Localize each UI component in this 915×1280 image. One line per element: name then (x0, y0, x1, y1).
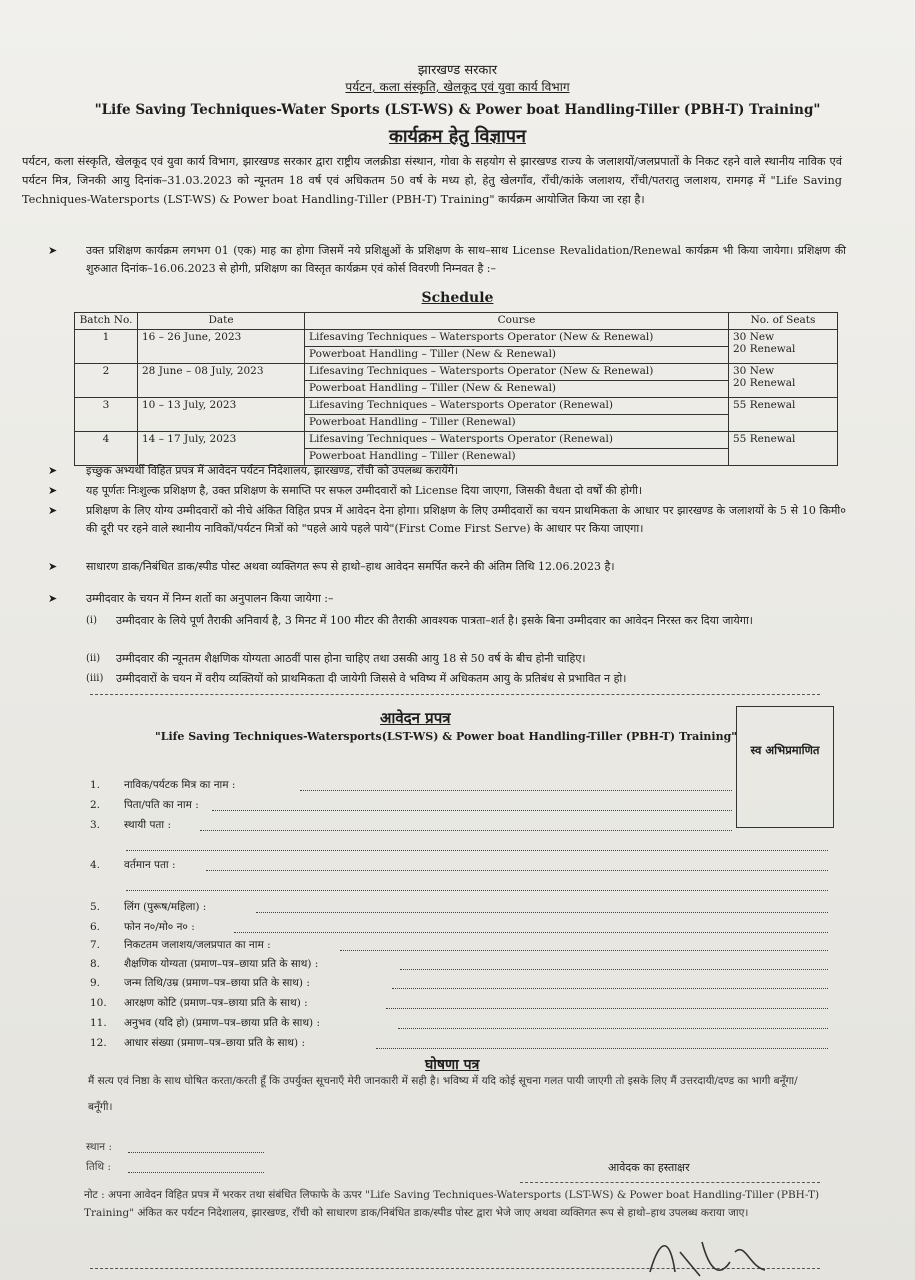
divider (90, 694, 820, 695)
batch-cell: 2 (75, 364, 138, 398)
bullet-last-date: ➤ साधारण डाक/निबंधित डाक/स्पीड पोस्ट अथवा व्यक्तिगत रूप से हाथो–हाथ आवेदन समर्पित करने की अंतिम तिथि 12.06.2023 है। (48, 558, 846, 576)
course-cell: Lifesaving Techniques – Watersports Operator (Renewal) (305, 432, 729, 449)
declaration-title: घोषणा पत्र (425, 1057, 480, 1073)
field-input-line[interactable] (200, 830, 732, 831)
table-row (75, 364, 838, 381)
note-text: नोट : अपना आवेदन विहित प्रपत्र में भरकर तथा संबंधित लिफाफे के ऊपर "Life Saving Techniques-Watersports (LST-WS) & Power boat Handling-Tiller (PBH-T) Training" अंकित कर पर्यटन निदेशालय, झारखण्ड, राँची को साधारण डाक/निबंधित डाक/स्पीड पोस्ट द्वारा भेजे जाए अथवा व्यक्तिगत रूप से हाथो–हाथ उपलब्ध कराया जाए। (84, 1189, 820, 1219)
course-cell: Powerboat Handling – Tiller (New & Renewal) (305, 347, 729, 364)
arrow-icon: ➤ (48, 592, 58, 605)
bullet-training-duration: ➤ उक्त प्रशिक्षण कार्यक्रम लगभग 01 (एक) माह का होगा जिसमें नये प्रशिक्षुओं के प्रशिक्षण के साथ–साथ License Revalidation/Renewal कार्यक्रम भी किया जायेगा। प्रशिक्षण की शुरुआत दिनांक–16.06.2023 से होगी, प्रशिक्षण का विस्तृत कार्यक्रम एवं कोर्स विवरणी निम्नवत है :– (48, 244, 846, 275)
form-field-current-address: 4. वर्तमान पता : (90, 859, 176, 871)
form-subtitle: "Life Saving Techniques-Watersports(LST-WS) & Power boat Handling-Tiller (PBH-T) Training" (155, 730, 738, 743)
signature-label: आवेदक का हस्ताक्षर (608, 1161, 690, 1174)
date-cell: 16 – 26 June, 2023 (138, 330, 305, 364)
batch-cell: 4 (75, 432, 138, 466)
field-input-line[interactable] (256, 912, 828, 913)
form-field-dob: 9. जन्म तिथि/उम्र (प्रमाण–पत्र–छाया प्रति के साथ) : (90, 977, 310, 989)
schedule-table (74, 312, 838, 466)
signature-scribble (640, 1232, 780, 1280)
date-input-line[interactable] (128, 1172, 264, 1173)
field-input-line[interactable] (400, 969, 828, 970)
batch-cell: 3 (75, 398, 138, 432)
course-cell: Powerboat Handling – Tiller (New & Renewal) (305, 381, 729, 398)
bullet-apply: ➤ इच्छुक अभ्यर्थी विहित प्रपत्र में आवेदन पर्यटन निदेशालय, झारखण्ड, राँची को उपलब्ध करायेंगे। (48, 462, 846, 480)
form-field-experience: 11. अनुभव (यदि हो) (प्रमाण–पत्र–छाया प्रति के साथ) : (90, 1017, 321, 1029)
form-field-aadhaar: 12. आधार संख्या (प्रमाण–पत्र–छाया प्रति के साथ) : (90, 1037, 305, 1049)
table-row (75, 432, 838, 449)
table-row (75, 330, 838, 347)
seats-cell: 30 New 20 Renewal (729, 330, 838, 364)
form-field-education: 8. शैक्षणिक योग्यता (प्रमाण–पत्र–छाया प्रति के साथ) : (90, 958, 319, 970)
form-field-category: 10. आरक्षण कोटि (प्रमाण–पत्र–छाया प्रति के साथ) : (90, 997, 308, 1009)
seats-cell: 55 Renewal (729, 432, 838, 466)
condition-item: (ii) उम्मीदवार की न्यूनतम शैक्षणिक योग्यता आठवीं पास होना चाहिए तथा उसकी आयु 18 से 50 वर्ष के बीच होनी चाहिए। (86, 652, 586, 665)
program-title: "Life Saving Techniques-Water Sports (LST-WS) & Power boat Handling-Tiller (PBH-T) Training" (94, 102, 821, 118)
date-cell: 10 – 13 July, 2023 (138, 398, 305, 432)
form-field-phone: 6. फोन न०/मो० न० : (90, 921, 195, 933)
field-input-line[interactable] (212, 810, 732, 811)
dept-title: पर्यटन, कला संस्कृति, खेलकूद एवं युवा कार्य विभाग (345, 80, 570, 94)
field-input-line[interactable] (392, 988, 828, 989)
course-cell: Powerboat Handling – Tiller (Renewal) (305, 449, 729, 466)
field-input-line[interactable] (340, 950, 828, 951)
table-header-row (75, 313, 838, 330)
arrow-icon: ➤ (48, 504, 58, 517)
header-batch: Batch No. (75, 313, 138, 330)
header-date: Date (138, 313, 305, 330)
field-input-line[interactable] (376, 1048, 828, 1049)
arrow-icon: ➤ (48, 560, 58, 573)
photo-box (736, 706, 834, 828)
form-title: आवेदन प्रपत्र (380, 709, 451, 727)
form-field-name: 1. नाविक/पर्यटक मित्र का नाम : (90, 779, 236, 791)
govt-title: झारखण्ड सरकार (417, 63, 498, 78)
field-input-line[interactable] (300, 790, 732, 791)
date-cell: 14 – 17 July, 2023 (138, 432, 305, 466)
field-input-line[interactable] (398, 1028, 828, 1029)
seats-cell: 30 New 20 Renewal (729, 364, 838, 398)
photo-label: स्व अभिप्रमाणित (750, 743, 820, 757)
arrow-icon: ➤ (48, 484, 58, 497)
batch-cell: 1 (75, 330, 138, 364)
table-row (75, 398, 838, 415)
condition-item: (iii) उम्मीदवारों के चयन में वरीय व्यक्तियों को प्राथमिकता दी जायेगी जिससे वे भविष्य में अधिकतम आयु के प्रतिबंध से प्रभावित न हो। (86, 672, 627, 685)
field-input-line[interactable] (126, 890, 828, 891)
field-input-line[interactable] (386, 1008, 828, 1009)
schedule-title: Schedule (421, 290, 494, 306)
form-field-reservoir: 7. निकटतम जलाशय/जलप्रपात का नाम : (90, 939, 271, 951)
course-cell: Lifesaving Techniques – Watersports Operator (Renewal) (305, 398, 729, 415)
date-label: तिथि : (86, 1161, 112, 1173)
place-input-line[interactable] (128, 1152, 264, 1153)
form-field-gender: 5. लिंग (पुरूष/महिला) : (90, 901, 207, 913)
seats-cell: 55 Renewal (729, 398, 838, 432)
course-cell: Lifesaving Techniques – Watersports Operator (New & Renewal) (305, 330, 729, 347)
divider (520, 1182, 820, 1183)
bullet-selection: ➤ उम्मीदवार के चयन में निम्न शर्तो का अनुपालन किया जायेगा :– (48, 590, 846, 608)
intro-paragraph: पर्यटन, कला संस्कृति, खेलकूद एवं युवा कार्य विभाग, झारखण्ड सरकार द्वारा राष्ट्रीय जलक्रीडा संस्थान, गोवा के सहयोग से झारखण्ड राज्य के जलाशयों/जलप्रपातों के निकट रहने वाले स्थानीय नाविक एवं पर्यटन मित्र, जिनकी आयु दिनांक–31.03.2023 को न्यूनतम 18 वर्ष एवं अधिकतम 50 वर्ष के मध्य हो, हेतु खेलगाँव, राँची/कांके जलाशय, राँची/पतरातु जलाशय, रामगढ़ में "Life Saving Techniques-Watersports (LST-WS) & Power boat Handling-Tiller (PBH-T) Training" कार्यक्रम आयोजित किया जा रहा है। (22, 155, 842, 206)
form-field-perm-address: 3. स्थायी पता : (90, 819, 171, 831)
field-input-line[interactable] (126, 850, 828, 851)
header-course: Course (305, 313, 729, 330)
form-field-father: 2. पिता/पति का नाम : (90, 799, 199, 811)
course-cell: Powerboat Handling – Tiller (Renewal) (305, 415, 729, 432)
field-input-line[interactable] (234, 932, 828, 933)
arrow-icon: ➤ (48, 244, 58, 257)
bullet-free-training: ➤ यह पूर्णतः निःशुल्क प्रशिक्षण है, उक्त प्रशिक्षण के समाप्ति पर सफल उम्मीदवारों को License दिया जाएगा, जिसकी वैधता दो वर्षों की होगी। (48, 482, 846, 500)
bullet-eligibility: ➤ प्रशिक्षण के लिए योग्य उम्मीदवारों को नीचे अंकित विहित प्रपत्र में आवेदन देना होगा। प्रशिक्षण के लिए उम्मीदवारों का चयन प्राथमिकता के आधार पर झारखण्ड के जलाशयों के 5 से 10 किमी० की दूरी पर रहने वाले स्थानीय नाविकों/पर्यटन मित्रों को "पहले आये पहले पाये"(First Come First Serve) के आधार पर किया जाएगा। (48, 504, 846, 535)
arrow-icon: ➤ (48, 464, 58, 477)
declaration-text: मैं सत्य एवं निष्ठा के साथ घोषित करता/करती हूँ कि उपर्युक्त सूचनाएँ मेरी जानकारी में सही है। भविष्य में यदि कोई सूचना गलत पायी जाएगी तो इसके लिए मैं उत्तरदायी/दण्ड का भागी बनूँगा/बनूँगी। (88, 1075, 798, 1113)
place-label: स्थान : (86, 1141, 113, 1153)
course-cell: Lifesaving Techniques – Watersports Operator (New & Renewal) (305, 364, 729, 381)
date-cell: 28 June – 08 July, 2023 (138, 364, 305, 398)
ad-title: कार्यक्रम हेतु विज्ञापन (389, 126, 526, 147)
condition-item: (i) उम्मीदवार के लिये पूर्ण तैराकी अनिवार्य है, 3 मिनट में 100 मीटर की तैराकी आवश्यक पात्रता–शर्त है। इसके बिना उम्मीदवार का आवेदन निरस्त कर दिया जायेगा। (86, 614, 753, 627)
header-seats: No. of Seats (729, 313, 838, 330)
field-input-line[interactable] (206, 870, 828, 871)
